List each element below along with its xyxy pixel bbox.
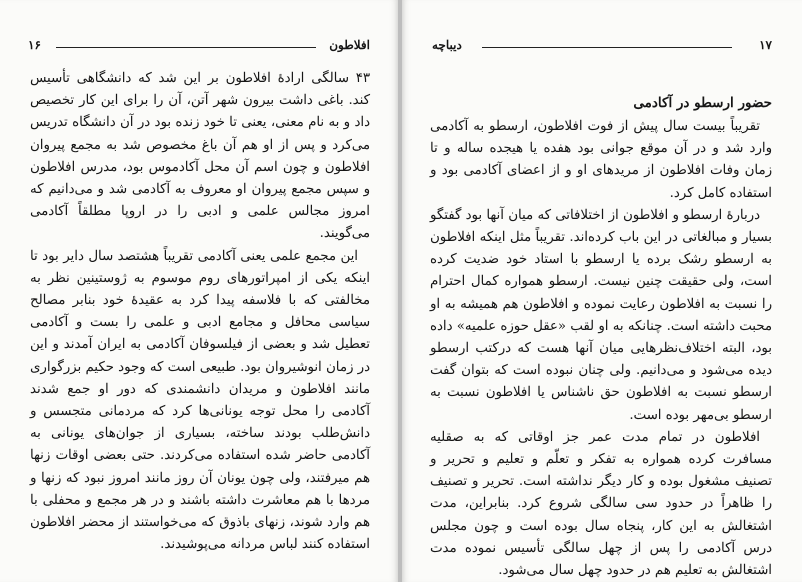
running-title: دیباچه: [432, 38, 462, 52]
running-title: افلاطون: [329, 38, 370, 52]
paragraph: ۴۳ سالگی ارادهٔ افلاطون بر این شد که دانشگاهی تأسیس کند. باغی داشت بیرون شهر آتن، آن را برای این کار تخصیص داد و به نام معنی، یعنی تا خود زنده بود در آن دانشگاه تدریس می‌کرد و پس از او هم آن باغ مخصوص شد به مجمع پیروان افلاطون و چون اسم آن محل آکادموس بود، مدرس افلاطون و سپس مجمع پیروان او معروف به آکادمی شد و می‌دانیم که امروز مجالس علمی و ادبی را در اروپا مطلقاً آکادمی می‌گویند.: [30, 71, 370, 242]
page-number: ۱۷: [759, 38, 772, 52]
paragraph: افلاطون در تمام مدت عمر جز اوقاتی که به صقلیه مسافرت کرده همواره به تفکر و تعلّم و تعلیم و تحریر و تصنیف مشغول بوده و کار دیگر نداشته است. تحریر و تصنیف را ظاهراً در حدود سی سالگی شروع کرد. بنابراین، مدت اشتغالش به این کار، پنجاه سال بوده است و چون مجلس درس آکادمی را پس از چهل سالگی تأسیس نموده مدت اشتغالش به تعلیم هم در حدود چهل سال می‌شود.: [430, 429, 772, 579]
left-page-body: [30, 68, 370, 556]
paragraph: تقریباً بیست سال پیش از فوت افلاطون، ارسطو به آکادمی وارد شد و در آن موقع جوانی بود هفده یا هیجده ساله و تا زمان وفات افلاطون از مریدهای او و از اعضای آکادمی بود و استفاده کامل کرد.: [430, 119, 772, 201]
right-page: [402, 0, 802, 582]
header-rule: [482, 47, 732, 48]
paragraph: دربارهٔ ارسطو و افلاطون از اختلافاتی که میان آنها بود گفتگو بسیار و مبالغاتی در این باب کرده‌اند. تقریباً مثل اینکه افلاطون به ارسطو رشک برده یا ارسطو با استاد خود ضدیت کرده است، ولی حقیقت چنین نیست. ارسطو همواره کمال احترام را نسبت به افلاطون رعایت نموده و افلاطون هم همیشه به او محبت داشته است. چنانکه به او لقب «عقل حوزه علمیه» داده بود، البته اختلاف‌نظرهایی میان آنها هست که درکتب ارسطو دیده می‌شود و می‌دانیم. ولی چنان نبوده است که بتوان گفت ارسطو نسبت به افلاطون حق ناشناس یا افلاطون نسبت به ارسطو بی‌مهر بوده است.: [430, 207, 772, 423]
header-rule: [56, 47, 316, 48]
right-page-header: [432, 38, 772, 54]
page-number: ۱۶: [28, 38, 41, 52]
section-title: حضور ارسطو در آکادمی: [633, 95, 772, 111]
right-page-body: [430, 92, 772, 582]
paragraph: این مجمع علمی یعنی آکادمی تقریباً هشتصد سال دایر بود تا اینکه یکی از امپراتورهای روم موسوم به ژوستینین نظر به مخالفتی که با فلاسفه پیدا کرد به عقیدهٔ خود بنابر مصالح سیاسی محافل و مجامع ادبی و علمی را بست و آکادمی تعطیل شد و بعضی از فیلسوفان آکادمی به ایران آمدند و این در زمان انوشیروان بود. طبیعی است که وجود حکیم بزرگواری مانند افلاطون و مریدان دانشمندی که دور او جمع شدند آکادمی را محل توجه یونانی‌ها کرد که مردمانی متجسس و دانش‌طلب بودند ساخته، بسیاری از جوان‌های یونانی به آکادمی حاضر شده استفاده می‌کردند. حتی بعضی اوقات زنها هم میرفتند، ولی چون یونان آن روز مانند امروز نبود که زنها و مردها با هم معاشرت داشته باشند و در هر مجمع و محفلی با هم وارد شوند، زنهای باذوق که می‌خواستند از محضر افلاطون استفاده کنند لباس مردانه می‌پوشیدند.: [30, 248, 370, 553]
left-page-header: [28, 38, 370, 54]
left-page: [0, 0, 398, 582]
